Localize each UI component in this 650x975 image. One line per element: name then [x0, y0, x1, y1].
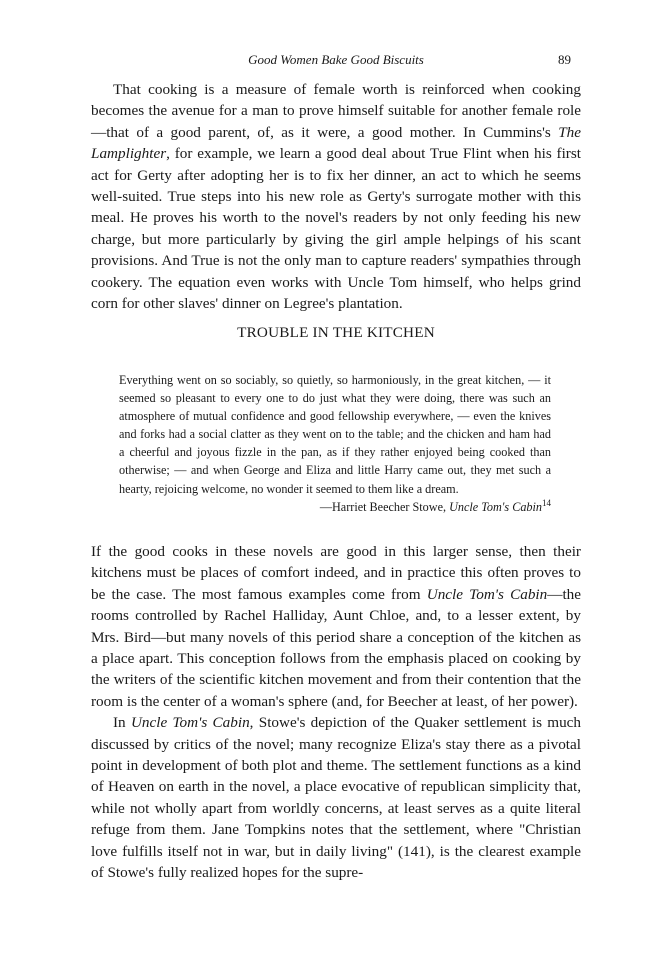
book-title: Uncle Tom's Cabin	[426, 585, 548, 603]
paragraph-text: That cooking is a measure of female worth is reinforced when cooking becomes the avenue for a man to prove himself suitable for another female role—that of a good parent, of, as it were, a good mother. In Cummins's	[91, 81, 581, 141]
running-header	[91, 52, 581, 72]
paragraph-text: If the good cooks in these novels are good in this larger sense, then their kitchens must be places of comfort indeed, and in practice this often proves to be the case. The most famous examples come from	[91, 543, 581, 603]
paragraph-text: —the rooms controlled by Rachel Halliday, Aunt Chloe, and, to a lesser extent, by Mrs. Bird—but many novels of this period share a conception of the kitchen as a place apart. This conception follows from the emphasis placed on cooking by the writers of the scientific kitchen movement and from their contention that the room is the center of a woman's sphere (and, for Beecher at least, of her power).	[91, 585, 581, 710]
section-heading: TROUBLE IN THE KITCHEN	[237, 324, 435, 341]
footnote-marker: 14	[542, 497, 551, 508]
book-title: Uncle Tom's Cabin	[130, 714, 250, 732]
paragraph-text: In	[113, 714, 131, 732]
running-title: Good Women Bake Good Biscuits	[248, 52, 424, 67]
paragraph-text: , Stowe's depiction of the Quaker settlement is much discussed by critics of the novel; many recognize Eliza's stay there as a pivotal point in development of both plot and theme. The settlement functions as a kind of Heaven on earth in the novel, a place evocative of republican simplicity that, while not wholly apart from worldly concerns, at least serves as a quite literal refuge from them. Jane Tompkins notes that the settlement, where "Christian love fulfills itself not in war, but in daily living" (141), is the clearest example of Stowe's fully realized hopes for the supre-	[91, 714, 582, 882]
body-section-1	[91, 79, 581, 314]
book-title: The Lamplighter	[91, 123, 581, 163]
epigraph-block	[119, 371, 551, 516]
paragraph-kitchens	[91, 541, 581, 712]
body-section-2	[91, 541, 581, 884]
paragraph-quaker-settlement	[91, 712, 581, 883]
page-number: 89	[558, 52, 571, 67]
paragraph-lamplighter	[91, 79, 581, 314]
paragraph-text: , for example, we learn a good deal about True Flint when his first act for Gerty after adopting her is to fix her dinner, an act to which he seems well-suited. True steps into his new role as Gerty's surrogate mother with this meal. He proves his worth to the novel's readers by not only feeding his new charge, but more particularly by giving the girl ample helpings of his scant provisions. And True is not the only man to capture readers' sympathies through cookery. The equation even works with Uncle Tom himself, who helps grind corn for other slaves' dinner on Legree's plantation.	[91, 145, 581, 313]
epigraph-attribution	[119, 498, 551, 516]
attribution-title: Uncle Tom's Cabin	[449, 499, 542, 514]
epigraph-quote: Everything went on so sociably, so quietly, so harmoniously, in the great kitchen, — it seemed so pleasant to every one to do just what they were doing, there was such an atmosphere of mutual confidence and good fellowship everywhere, — even the knives and forks had a social clatter as they went on to the table; and the chicken and ham had a cheerful and joyous fizzle in the pan, as if they rather enjoyed being cooked than otherwise; — and when George and Eliza and little Harry came out, they met such a hearty, rejoicing welcome, no wonder it seemed to them like a dream.	[119, 373, 551, 496]
attribution-author: —Harriet Beecher Stowe,	[319, 499, 450, 514]
